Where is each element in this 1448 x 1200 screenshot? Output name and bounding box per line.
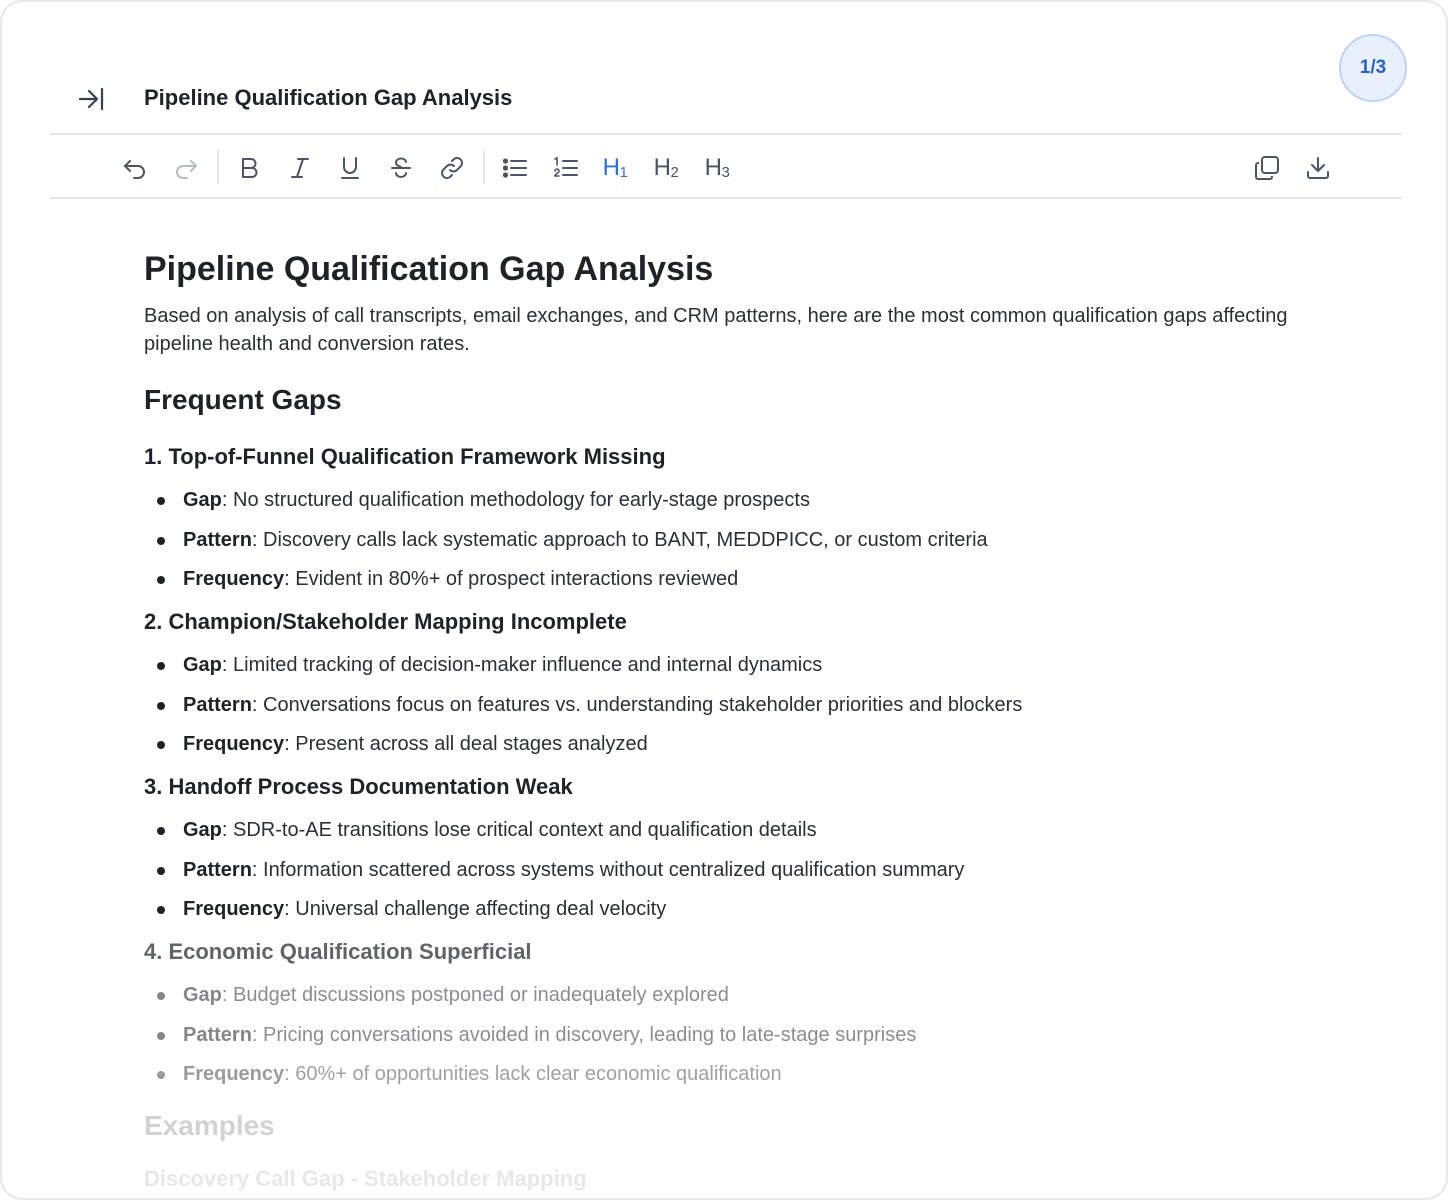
item-text: : Budget discussions postponed or inadequately explored — [221, 984, 729, 1006]
gap-section — [144, 772, 1324, 923]
list-item — [144, 816, 1324, 844]
underline-icon[interactable] — [332, 150, 368, 186]
bullet-dot — [157, 827, 165, 835]
toolbar-separator — [483, 150, 485, 184]
section-heading-examples: Examples — [144, 1110, 275, 1141]
gap-section — [144, 607, 1324, 758]
heading-2-button[interactable] — [648, 150, 684, 186]
page-indicator-badge[interactable]: 1/3 — [1339, 34, 1407, 102]
gap-bullet-list — [144, 981, 1324, 1088]
gap-bullet-list — [144, 486, 1324, 593]
item-text: : Evident in 80%+ of prospect interactions reviewed — [284, 568, 739, 590]
list-item — [144, 651, 1324, 679]
bullet-dot — [157, 1032, 165, 1040]
bullet-dot — [157, 741, 165, 749]
item-text: : Information scattered across systems without centralized qualification summary — [251, 858, 965, 881]
collapse-panel-icon[interactable] — [74, 84, 108, 114]
gap-section — [144, 937, 1324, 1088]
header-divider — [50, 133, 1402, 135]
list-item — [144, 526, 1324, 554]
item-text: : Pricing conversations avoided in discovery, leading to late-stage surprises — [251, 1023, 917, 1046]
undo-icon[interactable] — [117, 150, 153, 186]
intro-paragraph: Based on analysis of call transcripts, email exchanges, and CRM patterns, here are the most common qualification gaps affecting pipeline health and conversion rates. — [144, 305, 1288, 355]
toolbar-divider — [50, 197, 1402, 199]
item-text: : Discovery calls lack systematic approach to BANT, MEDDPICC, or custom criteria — [251, 528, 988, 551]
item-label: Pattern — [183, 693, 252, 716]
bold-icon[interactable] — [231, 150, 267, 186]
document-title: Pipeline Qualification Gap Analysis — [144, 250, 714, 288]
item-text: : 60%+ of opportunities lack clear economic qualification — [284, 1063, 782, 1085]
heading-1-button[interactable] — [597, 150, 633, 186]
strikethrough-icon[interactable] — [383, 150, 419, 186]
item-label: Frequency — [183, 1063, 285, 1085]
numbered-list-icon[interactable] — [548, 150, 584, 186]
gap-heading: 2. Champion/Stakeholder Mapping Incomplete — [144, 609, 627, 634]
item-label: Pattern — [183, 528, 252, 551]
bullet-dot — [157, 906, 165, 914]
document-body[interactable] — [144, 248, 1324, 1194]
panel-header — [50, 68, 1402, 134]
section-heading-frequent-gaps: Frequent Gaps — [144, 384, 342, 415]
bullet-dot — [157, 497, 165, 505]
list-item — [144, 895, 1324, 923]
list-item — [144, 1060, 1324, 1088]
gap-heading: 3. Handoff Process Documentation Weak — [144, 774, 573, 799]
item-label: Gap — [183, 819, 222, 841]
list-item — [144, 856, 1324, 884]
item-label: Gap — [183, 984, 222, 1006]
bullet-dot — [157, 702, 165, 710]
bullet-dot — [157, 1071, 165, 1079]
list-item — [144, 981, 1324, 1009]
toolbar-separator — [217, 150, 219, 184]
heading-2-label: $H_2$ — [653, 154, 679, 181]
item-text: : Universal challenge affecting deal velocity — [284, 898, 667, 920]
list-item — [144, 486, 1324, 514]
item-label: Frequency — [183, 898, 285, 920]
item-text: : Limited tracking of decision-maker influence and internal dynamics — [221, 654, 823, 676]
gap-section — [144, 442, 1324, 593]
bullet-dot — [157, 576, 165, 584]
item-label: Pattern — [183, 1023, 252, 1046]
bullet-dot — [157, 867, 165, 875]
redo-icon[interactable] — [168, 150, 204, 186]
list-item — [144, 1021, 1324, 1049]
bullet-dot — [157, 537, 165, 545]
item-text: : Present across all deal stages analyzed — [284, 733, 648, 755]
bullet-list-icon[interactable] — [497, 150, 533, 186]
item-label: Gap — [183, 489, 222, 511]
download-icon[interactable] — [1300, 150, 1336, 186]
bullet-dot — [157, 992, 165, 1000]
heading-1-label: $H_1$ — [602, 154, 628, 181]
item-text: : No structured qualification methodology for early-stage prospects — [221, 489, 810, 511]
list-item — [144, 691, 1324, 719]
item-label: Gap — [183, 654, 222, 676]
heading-3-label: $H_3$ — [704, 154, 730, 181]
italic-icon[interactable] — [282, 150, 318, 186]
list-item — [144, 730, 1324, 758]
list-item — [144, 565, 1324, 593]
gap-heading: 1. Top-of-Funnel Qualification Framework Missing — [144, 444, 666, 469]
item-text: : SDR-to-AE transitions lose critical context and qualification details — [221, 819, 817, 841]
gap-heading: 4. Economic Qualification Superficial — [144, 939, 532, 964]
item-label: Frequency — [183, 733, 285, 755]
editor-toolbar — [50, 136, 1402, 198]
gap-bullet-list — [144, 816, 1324, 923]
gap-bullet-list — [144, 651, 1324, 758]
bullet-dot — [157, 662, 165, 670]
panel-title: Pipeline Qualification Gap Analysis — [144, 85, 513, 110]
item-label: Frequency — [183, 568, 285, 590]
gaps-list — [144, 442, 1324, 1088]
copy-icon[interactable] — [1249, 150, 1285, 186]
heading-3-button[interactable] — [699, 150, 735, 186]
link-icon[interactable] — [434, 150, 470, 186]
item-text: : Conversations focus on features vs. understanding stakeholder priorities and blockers — [251, 693, 1023, 716]
examples-subheading: Discovery Call Gap - Stakeholder Mapping — [144, 1166, 587, 1191]
item-label: Pattern — [183, 858, 252, 881]
